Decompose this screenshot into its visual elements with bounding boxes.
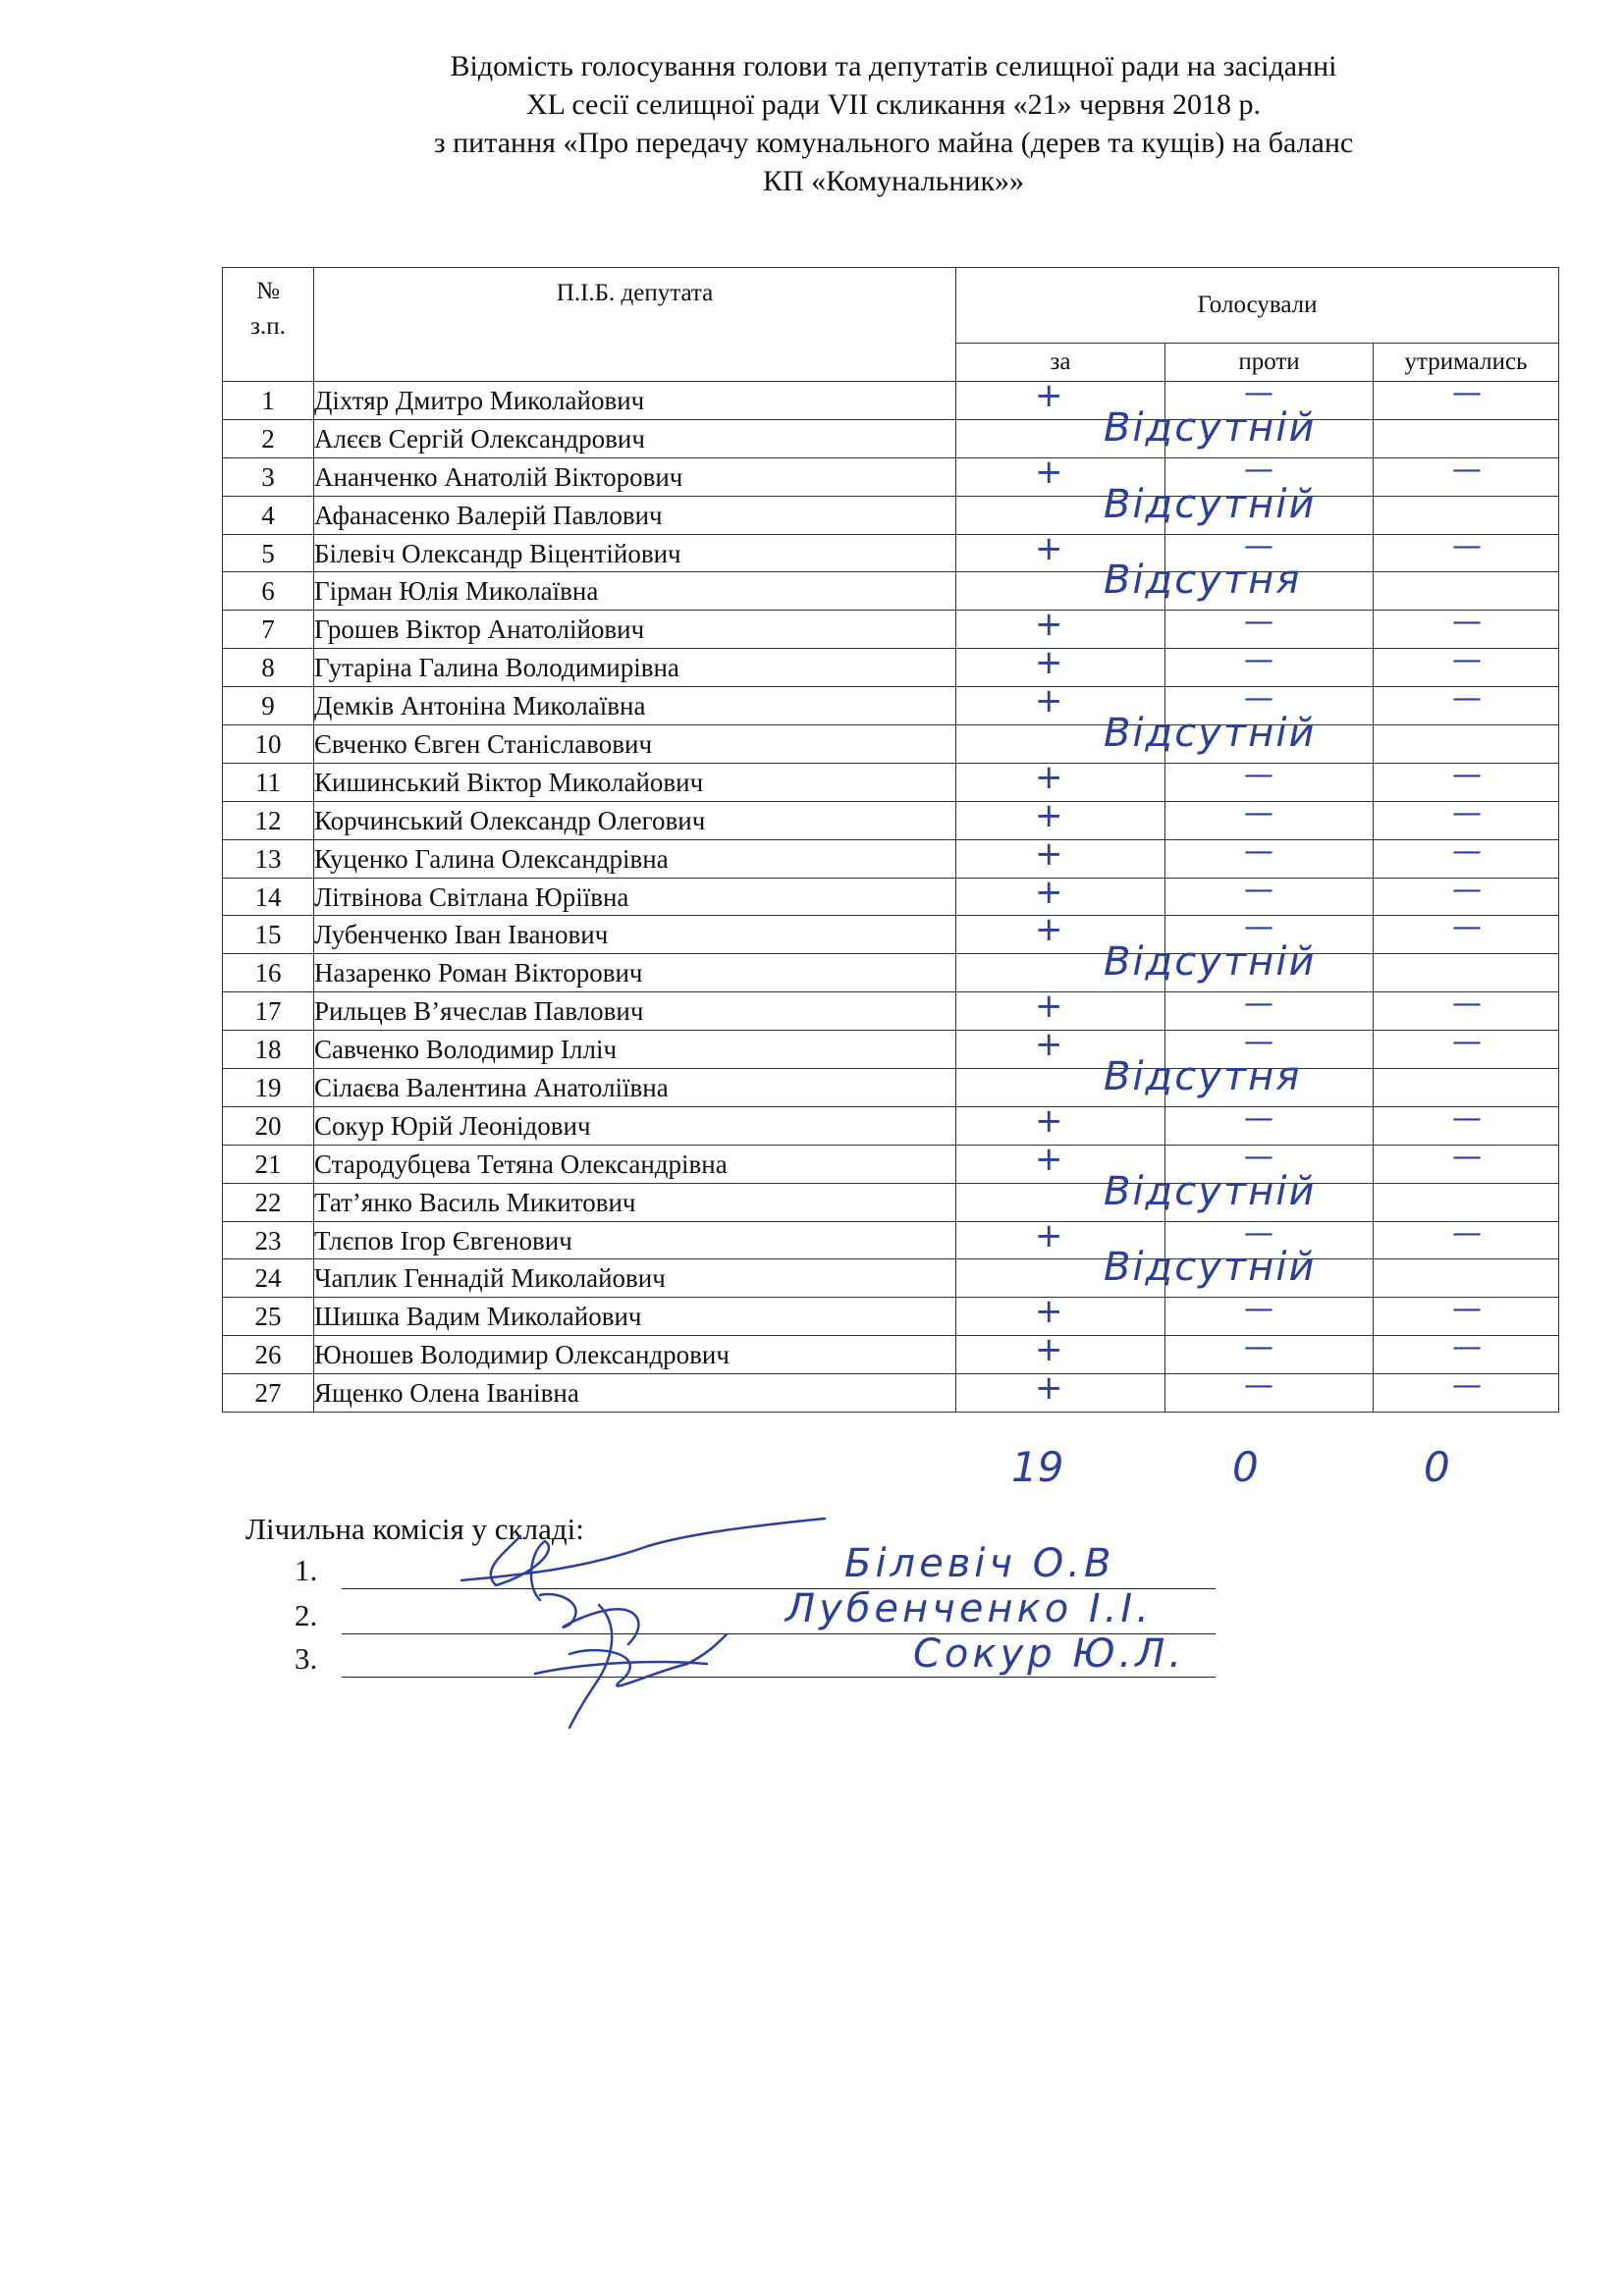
vote-mark-abstained: — [1452, 643, 1482, 678]
vote-mark-abstained: — [1452, 1368, 1482, 1404]
vote-mark-for: + [1035, 681, 1063, 721]
row-number: 17 [223, 992, 314, 1031]
table-row [223, 1031, 1559, 1069]
commission-member-3: Сокур Ю.Л. [913, 1631, 1186, 1677]
vote-mark-abstained: — [1452, 1292, 1482, 1327]
table-row [223, 763, 1559, 801]
vote-mark-against: — [1244, 681, 1273, 717]
row-number: 4 [223, 496, 314, 534]
commission-num-1: 1. [295, 1553, 318, 1587]
deputy-name: Алєєв Сергій Олександрович [314, 419, 956, 457]
vote-mark-abstained: — [1452, 452, 1482, 487]
signature-3 [569, 1634, 727, 1686]
vote-mark-against: — [1244, 452, 1273, 487]
row-number: 24 [223, 1259, 314, 1298]
deputy-name: Тат’янко Василь Микитович [314, 1183, 956, 1221]
commission-label: Лічильна комісія у складі: [245, 1512, 584, 1546]
title-line-3: з питання «Про передачу комунального майна (дерев та кущів) на баланс [433, 127, 1354, 159]
row-number: 23 [223, 1221, 314, 1259]
vote-mark-abstained: — [1452, 1139, 1482, 1174]
vote-mark-abstained: — [1452, 872, 1482, 907]
row-number: 21 [223, 1145, 314, 1183]
vote-mark-abstained: — [1452, 605, 1482, 640]
deputy-name: Куценко Галина Олександрівна [314, 839, 956, 878]
vote-mark-against: — [1244, 910, 1273, 945]
table-row [223, 1183, 1559, 1221]
row-number: 10 [223, 725, 314, 764]
table-row [223, 1145, 1559, 1183]
row-number: 11 [223, 763, 314, 801]
voting-table [222, 267, 1559, 1413]
vote-mark-against: — [1244, 376, 1273, 410]
table-row [223, 1336, 1559, 1374]
header-abstained: утримались [1374, 344, 1559, 382]
vote-mark-abstained: — [1452, 528, 1482, 563]
vote-mark-for: + [1035, 833, 1063, 874]
vote-mark-for: + [1035, 376, 1063, 415]
vote-mark-abstained: — [1452, 1330, 1482, 1365]
header-number [223, 268, 314, 382]
vote-mark-for: + [1035, 1292, 1063, 1332]
header-voted: Голосували [956, 268, 1559, 344]
vote-cell-abstained [1374, 1025, 1559, 1069]
vote-mark-abstained: — [1452, 681, 1482, 717]
vote-cell-abstained [1374, 681, 1559, 725]
absent-note: Відсутній [1104, 1245, 1317, 1291]
signature-1 [491, 1536, 549, 1600]
deputy-name: Гірман Юлія Миколаївна [314, 572, 956, 611]
vote-mark-against: — [1244, 872, 1273, 907]
header-for: за [956, 344, 1165, 382]
absent-note: Відсутня [1104, 1054, 1302, 1100]
signature-2 [540, 1594, 638, 1644]
vote-cell-abstained [1374, 452, 1559, 496]
table-row [223, 611, 1559, 649]
table-row [223, 1298, 1559, 1336]
deputy-name: Ященко Олена Іванівна [314, 1374, 956, 1413]
vote-mark-against: — [1244, 1025, 1273, 1060]
vote-mark-against: — [1244, 605, 1273, 640]
deputy-name: Чаплик Геннадій Миколайович [314, 1259, 956, 1298]
vote-mark-for: + [1035, 872, 1063, 912]
vote-mark-for: + [1035, 1330, 1063, 1370]
row-number: 12 [223, 801, 314, 839]
table-row [223, 992, 1559, 1031]
vote-mark-against: — [1244, 795, 1273, 830]
table-row [223, 572, 1559, 611]
vote-mark-against: — [1244, 833, 1273, 869]
document-title [196, 47, 1591, 200]
deputy-name: Савченко Володимир Ілліч [314, 1031, 956, 1069]
deputy-name: Сілаєва Валентина Анатоліївна [314, 1069, 956, 1107]
vote-mark-abstained: — [1452, 1100, 1482, 1136]
table-row [223, 382, 1559, 420]
absent-note: Відсутній [1104, 1168, 1317, 1214]
handwritten-signatures [452, 1517, 913, 1742]
row-number: 22 [223, 1183, 314, 1221]
deputy-name: Демків Антоніна Миколаївна [314, 687, 956, 725]
vote-mark-for: + [1035, 528, 1063, 568]
table-row [223, 649, 1559, 687]
deputy-name: Назаренко Роман Вікторович [314, 954, 956, 992]
absent-note: Відсутній [1104, 711, 1317, 757]
total-abstained: 0 [1424, 1443, 1450, 1491]
commission-num-2: 2. [295, 1598, 318, 1632]
deputy-name: Афанасенко Валерій Павлович [314, 496, 956, 534]
vote-mark-for: + [1035, 1025, 1063, 1065]
deputy-name: Гутаріна Галина Володимирівна [314, 649, 956, 687]
deputy-name: Тлєпов Ігор Євгенович [314, 1221, 956, 1259]
vote-mark-against: — [1244, 1215, 1273, 1251]
vote-cell-abstained [1374, 528, 1559, 572]
total-against: 0 [1232, 1443, 1259, 1491]
deputy-name: Сокур Юрій Леонідович [314, 1106, 956, 1145]
deputy-name: Корчинський Олександр Олегович [314, 801, 956, 839]
absent-note: Відсутній [1104, 404, 1317, 451]
vote-cell-against [1165, 1368, 1374, 1413]
table-row [223, 1374, 1559, 1413]
deputy-name: Рильцев В’ячеслав Павлович [314, 992, 956, 1031]
deputy-name: Грошев Віктор Анатолійович [314, 611, 956, 649]
table-row [223, 801, 1559, 839]
commission-member-1: Білевіч О.В [844, 1541, 1115, 1586]
title-line-2: XL сесії селищної ради VII скликання «21» червня 2018 р. [525, 88, 1262, 121]
vote-mark-abstained: — [1452, 795, 1482, 830]
vote-mark-for: + [1035, 1139, 1063, 1179]
vote-mark-against: — [1244, 1139, 1273, 1174]
vote-mark-abstained: — [1452, 757, 1482, 792]
vote-mark-against: — [1244, 987, 1273, 1022]
vote-mark-against: — [1244, 1292, 1273, 1327]
vote-mark-against: — [1244, 643, 1273, 678]
vote-mark-abstained: — [1452, 1025, 1482, 1060]
vote-mark-for: + [1035, 1100, 1063, 1141]
table-row [223, 916, 1559, 954]
table-row [223, 954, 1559, 992]
row-number: 1 [223, 382, 314, 420]
vote-mark-abstained: — [1452, 987, 1482, 1022]
vote-mark-abstained: — [1452, 376, 1482, 410]
vote-mark-for: + [1035, 987, 1063, 1027]
row-number: 20 [223, 1106, 314, 1145]
header-against: проти [1165, 344, 1374, 382]
header-number-sign: № [256, 278, 280, 304]
vote-cell-abstained [1374, 910, 1559, 954]
header-deputy-name: П.І.Б. депутата [314, 268, 956, 382]
row-number: 13 [223, 839, 314, 878]
vote-mark-against: — [1244, 1368, 1273, 1404]
vote-mark-abstained: — [1452, 833, 1482, 869]
title-line-4: КП «Комунальник»» [762, 165, 1025, 197]
row-number: 3 [223, 457, 314, 496]
signature-1-stroke [461, 1519, 825, 1580]
row-number: 7 [223, 611, 314, 649]
vote-mark-against: — [1244, 1330, 1273, 1365]
total-for: 19 [1011, 1443, 1064, 1491]
row-number: 27 [223, 1374, 314, 1413]
table-row [223, 419, 1559, 457]
vote-mark-for: + [1035, 795, 1063, 835]
absent-note: Відсутній [1104, 939, 1317, 986]
deputy-name: Лубенченко Іван Іванович [314, 916, 956, 954]
vote-mark-for: + [1035, 452, 1063, 492]
absent-note: Відсутній [1104, 481, 1317, 527]
row-number: 26 [223, 1336, 314, 1374]
row-number: 15 [223, 916, 314, 954]
table-row [223, 839, 1559, 878]
row-number: 18 [223, 1031, 314, 1069]
deputy-name: Юношев Володимир Олександрович [314, 1336, 956, 1374]
vote-cell-abstained [1374, 1139, 1559, 1183]
vote-mark-for: + [1035, 643, 1063, 683]
vote-mark-abstained: — [1452, 910, 1482, 945]
table-row [223, 496, 1559, 534]
signature-3-stroke [535, 1662, 707, 1674]
vote-mark-against: — [1244, 1100, 1273, 1136]
deputy-name: Ананченко Анатолій Вікторович [314, 457, 956, 496]
vote-cell-for [956, 1368, 1165, 1413]
row-number: 14 [223, 878, 314, 916]
deputy-name: Кишинський Віктор Миколайович [314, 763, 956, 801]
table-row [223, 1106, 1559, 1145]
deputy-name: Шишка Вадим Миколайович [314, 1298, 956, 1336]
vote-mark-for: + [1035, 1368, 1063, 1409]
row-number: 5 [223, 534, 314, 572]
row-number: 9 [223, 687, 314, 725]
table-row [223, 687, 1559, 725]
row-number: 25 [223, 1298, 314, 1336]
table-row [223, 725, 1559, 764]
table-body [223, 376, 1559, 1413]
table-row [223, 457, 1559, 496]
vote-mark-for: + [1035, 757, 1063, 797]
row-number: 2 [223, 419, 314, 457]
row-number: 19 [223, 1069, 314, 1107]
title-line-1: Відомість голосування голови та депутатів селищної ради на засіданні [450, 50, 1337, 82]
row-number: 6 [223, 572, 314, 611]
deputy-name: Євченко Євген Станіславович [314, 725, 956, 764]
commission-member-2: Лубенченко І.І. [785, 1586, 1153, 1631]
vote-cell-abstained [1374, 1215, 1559, 1259]
table-row [223, 534, 1559, 572]
table-row [223, 1259, 1559, 1298]
vote-mark-abstained: — [1452, 1215, 1482, 1251]
vote-cell-abstained [1374, 1368, 1559, 1413]
row-number: 8 [223, 649, 314, 687]
vote-mark-against: — [1244, 757, 1273, 792]
deputy-name: Літвінова Світлана Юріївна [314, 878, 956, 916]
table-row [223, 1221, 1559, 1259]
row-number: 16 [223, 954, 314, 992]
deputy-name: Діхтяр Дмитро Миколайович [314, 382, 956, 420]
deputy-name: Білевіч Олександр Віцентійович [314, 534, 956, 572]
commission-num-3: 3. [295, 1641, 318, 1676]
absent-note: Відсутня [1104, 558, 1302, 604]
table-row [223, 878, 1559, 916]
vote-mark-for: + [1035, 910, 1063, 950]
vote-cell-abstained [1374, 376, 1559, 420]
table-row [223, 1069, 1559, 1107]
vote-mark-against: — [1244, 528, 1273, 563]
header-number-abbr: з.п. [250, 313, 286, 340]
deputy-name: Стародубцева Тетяна Олександрівна [314, 1145, 956, 1183]
vote-mark-for: + [1035, 605, 1063, 645]
vote-mark-for: + [1035, 1215, 1063, 1255]
